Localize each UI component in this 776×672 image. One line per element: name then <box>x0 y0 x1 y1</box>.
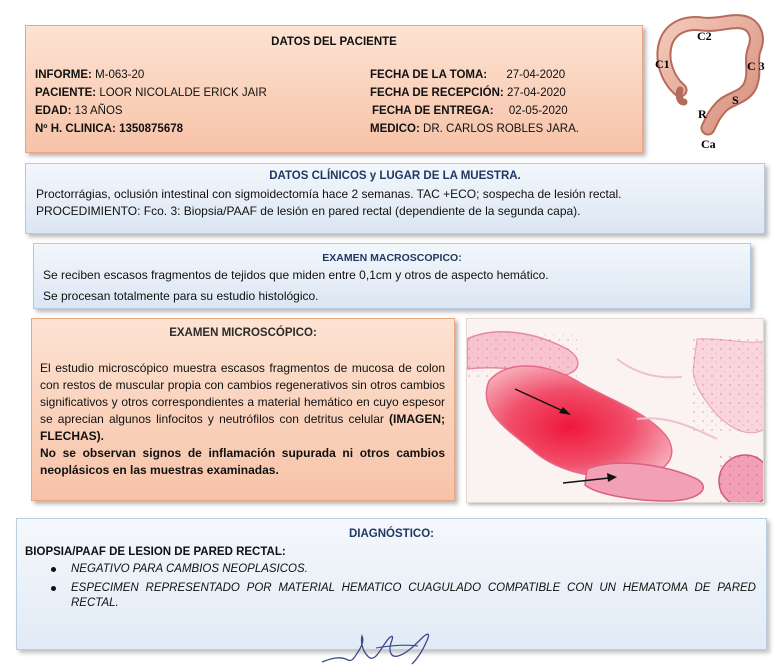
macroscopic-title: EXAMEN MACROSCOPICO: <box>322 252 462 264</box>
diagnosis-item <box>25 581 756 611</box>
medico-value: DR. CARLOS ROBLES JARA. <box>423 123 579 135</box>
microscopic-panel <box>31 318 455 501</box>
patient-data-title: DATOS DEL PACIENTE <box>271 36 397 48</box>
macroscopic-line-2: Se procesan totalmente para su estudio histológico. <box>43 289 319 303</box>
entrega-label: FECHA DE ENTREGA: <box>372 105 494 117</box>
diagnosis-list <box>25 562 756 611</box>
recepcion-row <box>370 87 566 99</box>
recepcion-value: 27-04-2020 <box>506 87 566 99</box>
colon-diagram-graphic <box>650 10 772 154</box>
hclinica-value: 1350875678 <box>119 123 184 135</box>
paciente-label: PACIENTE: <box>35 87 97 99</box>
informe-value: M-063-20 <box>95 69 145 81</box>
colon-diagram <box>650 10 772 154</box>
bullet-icon <box>51 567 56 572</box>
colon-label-ca: Ca <box>701 137 716 151</box>
paciente-value: LOOR NICOLALDE ERICK JAIR <box>99 87 267 99</box>
diagnosis-item-text: ESPECIMEN REPRESENTADO POR MATERIAL HEMATICO CUAGULADO COMPATIBLE CON UN HEMATOMA DE PARED RECTAL. <box>71 582 756 609</box>
diagnosis-heading: BIOPSIA/PAAF DE LESION DE PARED RECTAL: <box>25 546 286 558</box>
clinical-line-2: PROCEDIMIENTO: Fco. 3: Biopsia/PAAF de lesión en pared rectal (dependiente de la segunda capa). <box>36 204 581 218</box>
edad-row <box>35 105 123 117</box>
diagnosis-item-text: NEGATIVO PARA CAMBIOS NEOPLASICOS. <box>71 563 308 575</box>
colon-label-c2: C2 <box>697 29 712 43</box>
bullet-icon <box>51 586 56 591</box>
micrograph-image <box>466 318 764 503</box>
microscopic-conclusion: No se observan signos de inflamación supurada ni otros cambios neoplásicos en las muestras examinadas. <box>40 446 445 477</box>
clinical-line-1: Proctorrágias, oclusión intestinal con sigmoidectomía hace 2 semanas. TAC +ECO; sospecha de lesión rectal. <box>36 187 622 201</box>
toma-value: 27-04-2020 <box>506 69 566 81</box>
informe-label: INFORME: <box>35 69 92 81</box>
toma-label: FECHA DE LA TOMA: <box>370 69 488 81</box>
clinical-data-title: DATOS CLÍNICOS y LUGAR DE LA MUESTRA. <box>269 170 521 182</box>
entrega-value: 02-05-2020 <box>508 105 568 117</box>
paciente-row <box>35 87 267 99</box>
micrograph-graphic <box>467 319 764 503</box>
diagnosis-item <box>25 562 756 577</box>
edad-label: EDAD: <box>35 105 72 117</box>
colon-label-r: R <box>698 107 707 121</box>
hclinica-label: Nº H. CLINICA: <box>35 123 116 135</box>
colon-label-c1: C1 <box>655 57 670 71</box>
signature-graphic <box>318 628 438 667</box>
entrega-row <box>372 105 568 117</box>
macroscopic-line-1: Se reciben escasos fragmentos de tejidos que miden entre 0,1cm y otros de aspecto hemático. <box>43 268 549 282</box>
colon-label-s: S <box>732 93 739 107</box>
diagnosis-title: DIAGNÓSTICO: <box>349 528 434 540</box>
signature <box>318 628 438 667</box>
colon-label-c3: C 3 <box>747 59 765 73</box>
clinical-text <box>36 186 754 220</box>
microscopic-image-ref: (IMAGEN; FLECHAS). <box>40 412 445 443</box>
hclinica-row <box>35 123 183 135</box>
patient-data-panel <box>25 25 643 153</box>
medico-row <box>370 123 579 135</box>
toma-row <box>370 69 565 81</box>
macroscopic-panel <box>33 243 751 309</box>
clinical-data-panel <box>25 163 765 234</box>
microscopic-text: El estudio microscópico muestra escasos fragmentos de mucosa de colon con restos de muscular propia con cambios regenerativos sin otros cambios significativos y otros correspondientes a material hemático en cuyo espesor se aprecian algunos linfocitos y neutrófilos con detritus celular <box>40 361 445 426</box>
edad-value: 13 AÑOS <box>74 105 123 117</box>
microscopic-body <box>40 360 445 479</box>
recepcion-label: FECHA DE RECEPCIÓN: <box>370 87 504 99</box>
medico-label: MEDICO: <box>370 123 420 135</box>
microscopic-title: EXAMEN MICROSCÓPICO: <box>169 327 317 339</box>
informe-row <box>35 69 144 81</box>
